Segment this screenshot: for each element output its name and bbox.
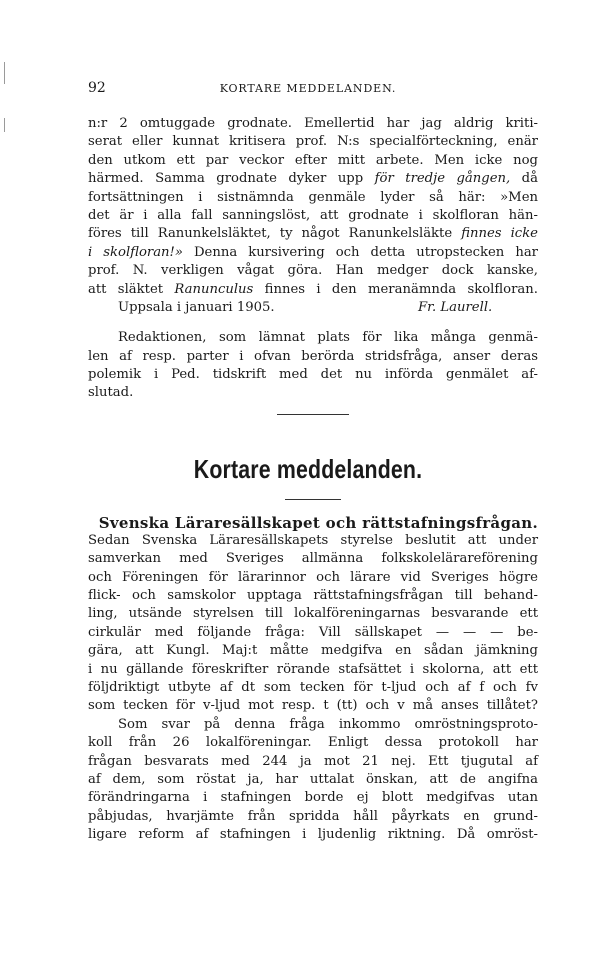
page-body [88,115,538,845]
italic-text: i skolfloran!» [88,244,183,260]
text-line: gära, att Kungl. Maj:t måtte medgifva en sådan jämkning [88,643,538,659]
article-paragraph-2 [88,716,538,845]
text-line: det är i alla fall sanningslöst, att grodnate i skolfloran hän- [88,207,538,223]
scan-edge-mark [4,62,5,84]
text-line: som tecken för v-ljud mot resp. t (tt) och v må anses tillåtet? [88,698,538,714]
page-header [88,80,528,98]
text-line: den utkom ett par veckor efter mitt arbete. Men icke nog [88,152,538,168]
text-line: att släktet Ranunculus finnes i den meranämnda skolfloran. [88,281,538,297]
text-line: och Föreningen för lärarinnor och lärare vid Sveriges högre [88,569,538,585]
text-line: samverkan med Sveriges allmänna folkskolelärareförening [88,551,538,567]
text-line: föres till Ranunkelsläktet, ty något Ranunkelsläkte finnes icke [88,226,538,242]
text-line: härmed. Samma grodnate dyker upp för tredje gången, då [88,171,538,187]
italic-text: finnes icke [461,226,538,242]
editorial-note [88,329,538,403]
text-line: koll från 26 lokalföreningar. Enligt dessa protokoll har [88,735,538,751]
author-signature: Fr. Laurell. [418,299,493,315]
section-title: Kortare meddelanden. [193,453,423,484]
text-line: Redaktionen, som lämnat plats för lika många genmä- [118,330,538,346]
running-title: KORTARE MEDDELANDEN. [219,82,397,95]
text-line: ligare reform af stafningen i ljudenlig riktning. Då omröst- [88,827,538,843]
text-line: förändringarna i stafningen borde ej blott medgifvas utan [88,790,538,806]
signature-line [88,299,538,317]
text-line: Som svar på denna fråga inkommo omröstningsproto- [118,716,538,732]
text-line: prof. N. verkligen vågat göra. Han medger dock kanske, [88,263,538,279]
text-line: cirkulär med följande fråga: Vill sällskapet — — — be- [88,624,538,640]
article-heading: Svenska Läraresällskapet och rättstafningsfrågan. [98,513,538,532]
text-line: påbjudas, hvarjämte från spridda håll påyrkats en grund- [88,808,538,824]
text-line: serat eller kunnat kritisera prof. N:s specialförteckning, enär [88,134,538,150]
text-line: fortsättningen i sistnämnda genmäle lyder så här: »Men [88,189,538,205]
text-line: frågan besvarats med 244 ja mot 21 nej. Ett tjugutal af [88,753,538,769]
page-number: 92 [88,80,106,96]
place-date: Uppsala i januari 1905. [118,299,275,315]
text-line: n:r 2 omtuggade grodnate. Emellertid har jag aldrig kriti- [88,116,538,131]
reply-paragraph [88,115,538,317]
italic-text: Ranunculus [174,281,254,297]
text-line: följdriktigt utbyte af dt som tecken för t-ljud och af f och fv [88,679,538,695]
text-line: af dem, som röstat ja, har uttalat önskan, att de angifna [88,771,538,787]
text-line: ling, utsände styrelsen till lokalföreningarnas besvarande ett [88,606,538,622]
text-line: Sedan Svenska Läraresällskapets styrelse beslutit att under [88,532,538,548]
text-line: flick- och samskolor upptaga rättstafningsfrågan till behand- [88,588,538,604]
text-line: i nu gällande föreskrifter rörande stafsättet i skolorna, att ett [88,661,538,677]
text-line: polemik i Ped. tidskrift med det nu införda genmälet af- [88,367,538,383]
scan-edge-mark [4,118,5,132]
text-line: slutad. [88,385,134,401]
text-line: len af resp. parter i ofvan berörda stridsfråga, anser deras [88,348,538,364]
italic-text: för tredje gången, [374,171,511,187]
text-line: i skolfloran!» Denna kursivering och detta utropstecken har [88,244,538,260]
article-paragraph-1 [88,532,538,716]
